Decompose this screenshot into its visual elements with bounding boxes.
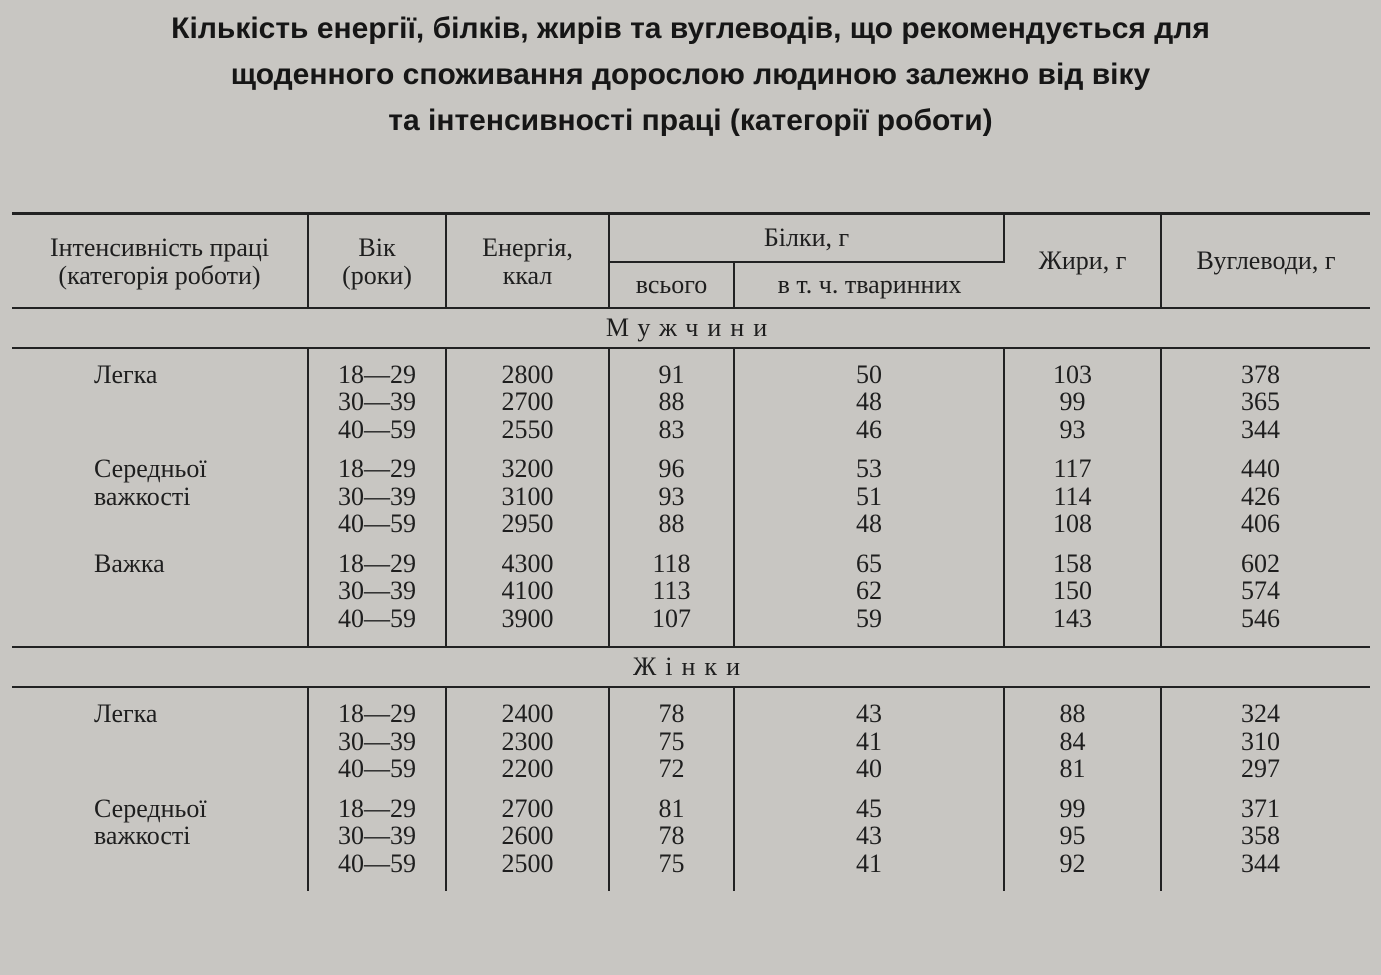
cell-value: 2200	[501, 754, 554, 783]
cell-value: 88	[658, 509, 685, 538]
cell-value: 99	[1059, 793, 1086, 823]
cell-value: 378	[1241, 359, 1280, 389]
cell-value: 143	[1053, 603, 1092, 633]
cell-value: 78	[658, 821, 685, 850]
cell-value: 93	[1059, 414, 1086, 444]
fats-cell	[1004, 687, 1161, 783]
cell-value: 344	[1241, 414, 1280, 444]
cell-value: 81	[1059, 754, 1086, 783]
table-row-group	[12, 538, 1370, 648]
age-cell	[308, 443, 446, 538]
cell-value: важкості	[94, 481, 191, 511]
cell-value: 78	[658, 699, 685, 728]
title-line-2: щоденного споживання дорослою людиною залежно від віку	[230, 58, 1151, 91]
cell-value: 88	[1059, 699, 1086, 728]
cell-value: 18—29	[338, 548, 416, 578]
cell-value: важкості	[94, 821, 191, 850]
cell-value: 18—29	[338, 793, 416, 823]
fats-cell	[1004, 443, 1161, 538]
table-title	[0, 6, 1381, 144]
header-fats: Жири, г	[1004, 214, 1161, 308]
protein-animal-cell	[734, 348, 1004, 444]
cell-value: 40	[856, 754, 882, 783]
cell-value: 4300	[501, 548, 554, 578]
cell-value: 574	[1241, 576, 1280, 605]
energy-cell	[446, 538, 609, 648]
cell-value: 18—29	[338, 454, 416, 483]
carbs-cell	[1161, 538, 1370, 648]
cell-value: 46	[856, 414, 882, 444]
energy-cell	[446, 443, 609, 538]
protein-total-cell	[609, 687, 734, 783]
cell-value: 95	[1059, 821, 1086, 850]
fats-cell	[1004, 348, 1161, 444]
header-age: Вік (роки)	[308, 214, 446, 308]
cell-value: 48	[856, 509, 882, 538]
cell-value: 3100	[501, 481, 554, 511]
category-cell	[12, 538, 308, 648]
cell-value: 426	[1241, 481, 1280, 511]
cell-value: 158	[1053, 548, 1092, 578]
table-row-group	[12, 348, 1370, 444]
protein-total-cell	[609, 538, 734, 648]
section-header-row	[12, 647, 1370, 687]
cell-value: 93	[658, 481, 685, 511]
header-intensity: Інтенсивність праці (категорія роботи)	[12, 214, 308, 308]
cell-value: 2500	[501, 848, 554, 878]
cell-value: 40—59	[338, 848, 416, 878]
fats-cell	[1004, 783, 1161, 892]
cell-value: 43	[856, 699, 882, 728]
cell-value: 50	[856, 359, 882, 389]
cell-value: 107	[652, 603, 691, 633]
cell-value: 118	[652, 548, 691, 578]
cell-value: 103	[1053, 359, 1092, 389]
nutrition-table	[12, 212, 1370, 891]
protein-animal-cell	[734, 443, 1004, 538]
cell-value: 75	[658, 726, 685, 756]
category-cell	[12, 783, 308, 892]
cell-value: Середньої	[94, 793, 207, 823]
protein-animal-cell	[734, 783, 1004, 892]
cell-value: 117	[1053, 454, 1092, 483]
fats-cell	[1004, 538, 1161, 648]
cell-value: 344	[1241, 848, 1280, 878]
cell-value: Середньої	[94, 454, 207, 483]
cell-value: 91	[658, 359, 685, 389]
cell-value: 40—59	[338, 509, 416, 538]
table-row-group	[12, 783, 1370, 892]
cell-value: 114	[1053, 481, 1092, 511]
cell-value: 96	[658, 454, 685, 483]
carbs-cell	[1161, 783, 1370, 892]
cell-value: 62	[856, 576, 882, 605]
age-cell	[308, 538, 446, 648]
table-row-group	[12, 687, 1370, 783]
cell-value: 2300	[501, 726, 554, 756]
cell-value: 59	[856, 603, 882, 633]
cell-value: 53	[856, 454, 882, 483]
cell-value: 3200	[501, 454, 554, 483]
title-line-1: Кількість енергії, білків, жирів та вуглеводів, що рекомендується для	[171, 12, 1210, 45]
carbs-cell	[1161, 687, 1370, 783]
cell-value: 358	[1241, 821, 1280, 850]
cell-value: 81	[658, 793, 685, 823]
cell-value: 51	[856, 481, 882, 511]
cell-value: 371	[1241, 793, 1280, 823]
cell-value: 2600	[501, 821, 554, 850]
cell-value: 40—59	[338, 603, 416, 633]
cell-value: 3900	[501, 603, 554, 633]
cell-value: 406	[1241, 509, 1280, 538]
cell-value: Важка	[94, 548, 165, 578]
cell-value: 75	[658, 848, 685, 878]
protein-animal-cell	[734, 687, 1004, 783]
energy-cell	[446, 348, 609, 444]
cell-value: 113	[652, 576, 691, 605]
cell-value: 150	[1053, 576, 1092, 605]
section-title: Жінки	[12, 647, 1370, 687]
cell-value: 2700	[501, 793, 554, 823]
title-line-3: та інтенсивності праці (категорії роботи)	[388, 104, 993, 137]
cell-value: 2800	[501, 359, 554, 389]
cell-value: Легка	[94, 699, 158, 728]
header-proteins-total: всього	[609, 262, 734, 308]
header-carbs: Вуглеводи, г	[1161, 214, 1370, 308]
cell-value: 602	[1241, 548, 1280, 578]
cell-value: 40—59	[338, 754, 416, 783]
cell-value: 108	[1053, 509, 1092, 538]
protein-total-cell	[609, 348, 734, 444]
cell-value: 30—39	[338, 726, 416, 756]
section-title: Мужчини	[12, 308, 1370, 348]
energy-cell	[446, 783, 609, 892]
cell-value: 30—39	[338, 821, 416, 850]
protein-animal-cell	[734, 538, 1004, 648]
cell-value: 83	[658, 414, 685, 444]
table-row-group	[12, 443, 1370, 538]
energy-cell	[446, 687, 609, 783]
cell-value: 92	[1059, 848, 1086, 878]
cell-value: 99	[1059, 387, 1086, 416]
cell-value: 30—39	[338, 481, 416, 511]
protein-total-cell	[609, 783, 734, 892]
cell-value: 30—39	[338, 576, 416, 605]
cell-value: 365	[1241, 387, 1280, 416]
table-body	[12, 308, 1370, 892]
age-cell	[308, 783, 446, 892]
cell-value: Легка	[94, 359, 158, 389]
age-cell	[308, 687, 446, 783]
cell-value: 30—39	[338, 387, 416, 416]
category-cell	[12, 687, 308, 783]
cell-value: 18—29	[338, 699, 416, 728]
cell-value: 2950	[501, 509, 554, 538]
category-cell	[12, 443, 308, 538]
cell-value: 43	[856, 821, 882, 850]
cell-value: 84	[1059, 726, 1086, 756]
age-cell	[308, 348, 446, 444]
cell-value: 18—29	[338, 359, 416, 389]
cell-value: 41	[856, 726, 882, 756]
cell-value: 88	[658, 387, 685, 416]
cell-value: 41	[856, 848, 882, 878]
cell-value: 48	[856, 387, 882, 416]
cell-value: 65	[856, 548, 882, 578]
header-proteins: Білки, г	[609, 214, 1004, 262]
cell-value: 440	[1241, 454, 1280, 483]
cell-value: 324	[1241, 699, 1280, 728]
cell-value: 4100	[501, 576, 554, 605]
cell-value: 2400	[501, 699, 554, 728]
category-cell	[12, 348, 308, 444]
section-header-row	[12, 308, 1370, 348]
header-proteins-animal: в т. ч. тваринних	[734, 262, 1004, 308]
header-energy: Енергія, ккал	[446, 214, 609, 308]
cell-value: 2700	[501, 387, 554, 416]
carbs-cell	[1161, 348, 1370, 444]
cell-value: 297	[1241, 754, 1280, 783]
cell-value: 546	[1241, 603, 1280, 633]
protein-total-cell	[609, 443, 734, 538]
cell-value: 310	[1241, 726, 1280, 756]
carbs-cell	[1161, 443, 1370, 538]
cell-value: 72	[658, 754, 685, 783]
cell-value: 2550	[501, 414, 554, 444]
cell-value: 45	[856, 793, 882, 823]
cell-value: 40—59	[338, 414, 416, 444]
